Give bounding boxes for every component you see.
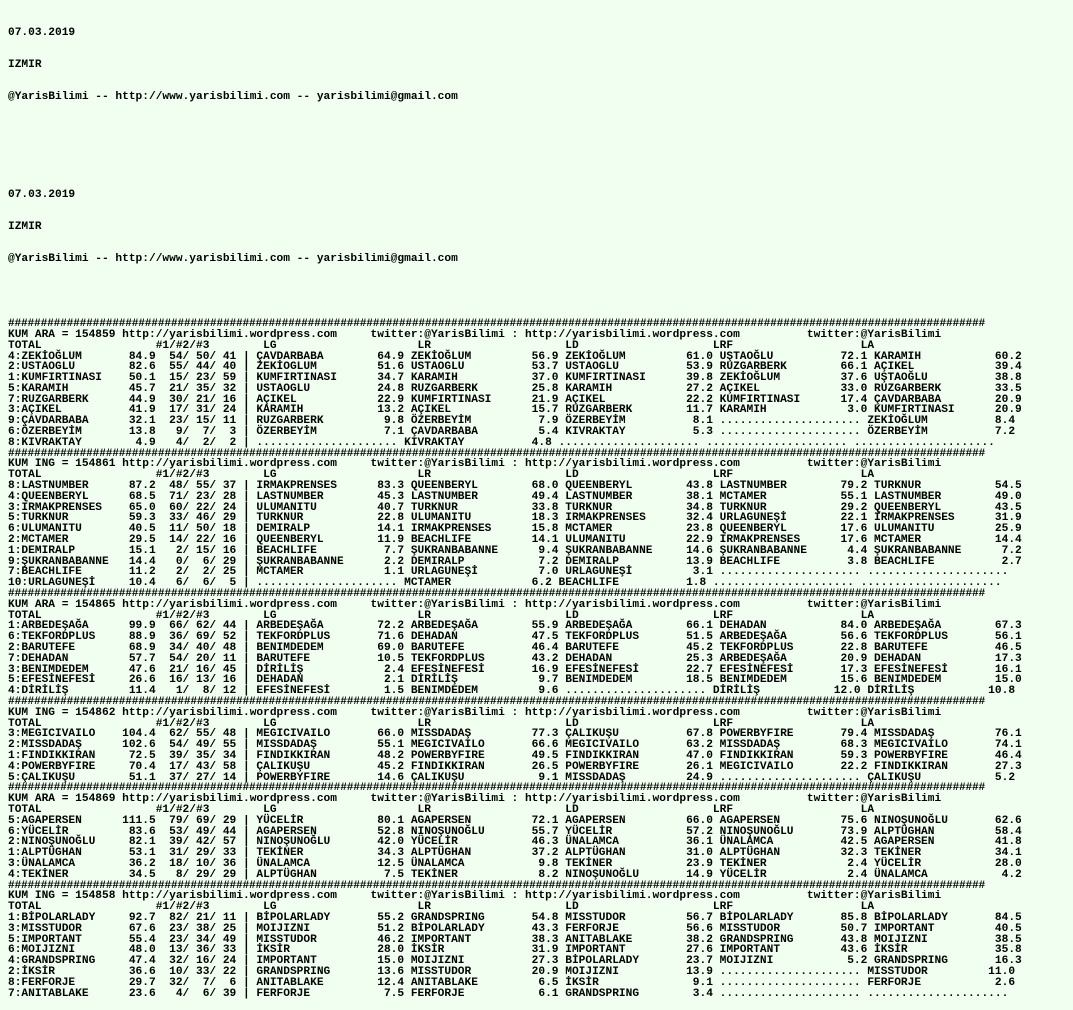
section-column-header: TOTAL #1/#2/#3 LG LR LD LRF LA — [8, 803, 875, 816]
section-column-header: TOTAL #1/#2/#3 LG LR LD LRF LA — [8, 339, 875, 352]
blank-line — [8, 157, 1022, 168]
section-row: 8:KIVRAKTAY 4.9 4/ 2/ 2 | ..................... KIVRAKTAY 4.8 ..................... ..................... ..................... — [8, 436, 995, 449]
section-row: 7:BEACHLIFE 11.2 2/ 2/ 25 | MCTAMER 1.1 URLAGUNEŞİ 7.0 URLAGUNEŞİ 3.1 ..................... ..................... — [8, 566, 1009, 579]
section-row: 2:BARUTEFE 68.9 34/ 40/ 48 | BENIMDEDEM 69.0 BARUTEFE 46.4 BARUTEFE 45.2 TEKFORDPLUS 22.8 BARUTEFE 46.5 — [8, 642, 1022, 655]
section-column-header: TOTAL #1/#2/#3 LG LR LD LRF LA — [8, 717, 875, 730]
section-row: 5:EFESİNEFESİ 26.6 16/ 13/ 16 | DEHADAN 2.1 DİRİLİŞ 9.7 BENIMDEDEM 18.5 BENIMDEDEM 15.6 BENIMDEDEM 15.0 — [8, 674, 1022, 687]
race-section — [8, 589, 1022, 697]
section-separator: ###################################################################################################################################################### — [8, 696, 986, 708]
section-row: 2:NINOŞUNOĞLU 82.1 39/ 42/ 57 | NINOŞUNOĞLU 42.0 YÜCELİR 46.3 ÜNALAMCA 36.1 ÜNALAMCA 42.5 AGAPERSEN 41.8 — [8, 836, 1022, 849]
section-separator: ###################################################################################################################################################### — [8, 782, 986, 795]
section-row: 6:YÜCELİR 83.6 53/ 49/ 44 | AGAPERSEN 52.8 NINOŞUNOĞLU 55.7 YÜCELİR 57.2 NINOŞUNOĞLU 73.9 ALPTÜGHAN 58.4 — [8, 825, 1022, 838]
section-row: 6:ULUMANITU 40.5 11/ 50/ 18 | DEMIRALP 14.1 IRMAKPRENSES 15.8 MCTAMER 23.8 QUEENBERYL 17.6 ULUMANITU 25.9 — [8, 523, 1022, 536]
blank-line — [8, 125, 1022, 136]
section-row: 9:ŞUKRANBABANNE 14.4 0/ 6/ 29 | ŞUKRANBABANNE 2.2 DEMIRALP 7.2 DEMIRALP 13.9 BEACHLIFE 3.8 BEACHLIFE 2.7 — [8, 555, 1022, 568]
section-row: 4:TEKİNER 34.5 8/ 29/ 29 | ALPTÜGHAN 7.5 TEKİNER 8.2 NINOŞUNOĞLU 14.9 YÜCELİR 2.4 ÜNALAMCA 4.2 — [8, 868, 1022, 881]
section-row: 4:QUEENBERYL 68.5 71/ 23/ 28 | LASTNUMBER 45.3 LASTNUMBER 49.4 LASTNUMBER 38.1 MCTAMER 55.1 LASTNUMBER 49.0 — [8, 490, 1022, 503]
section-row: 9:ÇAVDARBABA 32.1 23/ 15/ 11 | RUZGARBERK 9.8 ÖZERBEYİM 7.9 ÖZERBEYİM 8.1 ..................... ZEKİOĞLUM 8.4 — [8, 415, 1016, 428]
report-contact: @YarisBilimi -- http://www.yarisbilimi.com -- yarisbilimi@gmail.com — [8, 91, 458, 104]
section-row: 5:AGAPERSEN 111.5 79/ 69/ 29 | YÜCELİR 80.1 AGAPERSEN 72.1 AGAPERSEN 66.0 AGAPERSEN 75.6 NINOŞUNOĞLU 62.6 — [8, 814, 1022, 827]
section-separator: ###################################################################################################################################################### — [8, 318, 986, 331]
section-row: 3:ÜNALAMCA 36.2 18/ 10/ 36 | ÜNALAMCA 12.5 ÜNALAMCA 9.8 TEKİNER 23.9 TEKİNER 2.4 YÜCELİR 28.0 — [8, 857, 1022, 870]
report-contact-repeat: @YarisBilimi -- http://www.yarisbilimi.com -- yarisbilimi@gmail.com — [8, 253, 458, 266]
section-row: 4:DİRİLİŞ 11.4 1/ 8/ 12 | EFESİNEFESİ 1.5 BENIMDEDEM 9.6 ..................... DİRİLİŞ 12.0 DİRİLİŞ 10.8 — [8, 685, 1016, 698]
section-row: 4:GRANDSPRING 47.4 32/ 16/ 24 | IMPORTANT 15.0 MOIJIZNI 27.3 BİPOLARLADY 23.7 MOIJIZNI 5.2 GRANDSPRING 16.3 — [8, 955, 1022, 968]
race-report-document — [8, 6, 1022, 1010]
section-column-header: TOTAL #1/#2/#3 LG LR LD LRF LA — [8, 469, 875, 482]
section-row: 3:MISSTUDOR 67.6 23/ 38/ 25 | MOIJIZNI 51.2 BİPOLARLADY 43.3 FERFORJE 56.6 MISSTUDOR 50.7 IMPORTANT 40.5 — [8, 922, 1022, 935]
section-column-header: TOTAL #1/#2/#3 LG LR LD LRF LA — [8, 901, 875, 914]
section-separator: ###################################################################################################################################################### — [8, 447, 986, 460]
section-title: KUM ARA = 154865 http://yarisbilimi.wordpress.com twitter:@YarisBilimi : http://yarisbilimi.wordpress.com twitter:@YarisBilimi — [8, 598, 942, 611]
section-row: 10:URLAGUNEŞİ 10.4 6/ 6/ 5 | ..................... MCTAMER 6.2 BEACHLIFE 1.8 ..................... ..................... — [8, 577, 1002, 590]
section-row: 2:İKSİR 36.6 10/ 33/ 22 | GRANDSPRING 13.6 MISSTUDOR 20.9 MOIJIZNI 13.9 ..................... MISSTUDOR 11.0 — [8, 965, 1016, 978]
section-row: 6:MOIJIZNI 48.0 13/ 36/ 33 | İKSİR 28.0 İKSİR 31.9 IMPORTANT 27.6 IMPORTANT 43.6 İKSİR 35.8 — [8, 944, 1022, 957]
section-row: 3:BENIMDEDEM 47.6 21/ 16/ 45 | DİRİLİŞ 2.4 EFESİNEFESİ 16.9 EFESİNEFESİ 22.7 EFESİNEFESİ 17.3 EFESİNEFESİ 16.1 — [8, 663, 1022, 676]
section-row: 7:ANITABLAKE 23.6 4/ 6/ 39 | FERFORJE 7.5 FERFORJE 6.1 GRANDSPRING 3.4 ..................... ..................... — [8, 987, 1009, 1000]
section-row: 3:IRMAKPRENSES 65.0 60/ 22/ 24 | ULUMANITU 40.7 TURKNUR 33.8 TURKNUR 34.8 TURKNUR 29.2 QUEENBERYL 43.5 — [8, 501, 1022, 514]
section-row: 3:AÇIKEL 41.9 17/ 31/ 24 | KARAMIH 13.2 AÇIKEL 15.7 RUZGARBERK 11.7 KARAMIH 3.0 KUMFIRTINASI 20.9 — [8, 404, 1022, 417]
race-section — [8, 783, 1022, 880]
section-row: 5:KARAMIH 45.7 21/ 35/ 32 | USTAOGLU 24.8 RUZGARBERK 25.8 KARAMIH 27.2 AÇIKEL 33.0 RUZGARBERK 33.5 — [8, 382, 1022, 395]
report-city-repeat: IZMIR — [8, 220, 42, 233]
race-section — [8, 319, 1022, 449]
section-row: 1:ALPTÜGHAN 53.1 31/ 29/ 33 | TEKİNER 34.3 ALPTÜGHAN 37.2 ALPTÜGHAN 31.0 ALPTÜGHAN 32.3 TEKİNER 34.1 — [8, 847, 1022, 860]
section-row: 5:TURKNUR 59.3 33/ 46/ 29 | TURKNUR 22.8 ULUMANITU 18.3 IRMAKPRENSES 32.4 URLAGUNEŞİ 22.1 IRMAKPRENSES 31.9 — [8, 512, 1022, 525]
report-city: IZMIR — [8, 58, 42, 71]
section-row: 7:DEHADAN 57.7 54/ 20/ 11 | BARUTEFE 10.5 TEKFORDPLUS 43.2 DEHADAN 25.3 ARBEDEŞAĞA 20.9 DEHADAN 17.3 — [8, 652, 1022, 665]
section-row: 5:ÇALIKUŞU 51.1 37/ 27/ 14 | POWERBYFIRE 14.6 ÇALIKUŞU 9.1 MISSDADAŞ 24.9 ..................... ÇALIKUŞU 5.2 — [8, 771, 1016, 784]
report-date: 07.03.2019 — [8, 26, 76, 39]
section-row: 1:ARBEDEŞAĞA 99.9 66/ 62/ 44 | ARBEDEŞAĞA 72.2 ARBEDEŞAĞA 55.9 ARBEDEŞAĞA 66.1 DEHADAN 84.0 ARBEDEŞAĞA 67.3 — [8, 620, 1022, 633]
blank-line — [8, 287, 1022, 298]
section-row: 4:ZEKİOĞLUM 84.9 54/ 50/ 41 | ÇAVDARBABA 64.9 ZEKİOĞLUM 56.9 ZEKİOĞLUM 61.0 UŞTAOĞLU 72.1 KARAMIH 60.2 — [8, 350, 1022, 363]
section-row: 2:MISSDADAŞ 102.6 54/ 49/ 55 | MISSDADAŞ 55.1 MEGICIVAILO 66.6 MEGICIVAILO 63.2 MISSDADAŞ 68.3 MEGICIVAILO 74.1 — [8, 739, 1022, 752]
section-title: KUM ING = 154861 http://yarisbilimi.wordpress.com twitter:@YarisBilimi : http://yarisbilimi.wordpress.com twitter:@YarisBilimi — [8, 458, 942, 471]
race-section — [8, 449, 1022, 589]
section-row: 8:LASTNUMBER 87.2 48/ 55/ 37 | IRMAKPRENSES 83.3 QUEENBERYL 68.0 QUEENBERYL 43.8 LASTNUMBER 79.2 TURKNUR 54.5 — [8, 480, 1022, 493]
section-title: KUM ARA = 154869 http://yarisbilimi.wordpress.com twitter:@YarisBilimi : http://yarisbilimi.wordpress.com twitter:@YarisBilimi — [8, 793, 942, 806]
race-section — [8, 697, 1022, 783]
section-title: KUM ARA = 154859 http://yarisbilimi.wordpress.com twitter:@YarisBilimi : http://yarisbilimi.wordpress.com twitter:@YarisBilimi — [8, 328, 942, 341]
section-column-header: TOTAL #1/#2/#3 LG LR LD LRF LA — [8, 609, 875, 622]
race-sections — [8, 319, 1022, 999]
section-row: 2:USTAOGLU 82.6 55/ 44/ 40 | ZEKİOGLUM 51.6 USTAOGLU 53.7 USTAOGLU 53.9 RUZGARBERK 66.1 AÇIKEL 39.4 — [8, 361, 1022, 374]
section-row: 1:BİPOLARLADY 92.7 82/ 21/ 11 | BİPOLARLADY 55.2 GRANDSPRING 54.8 MISSTUDOR 56.7 BİPOLARLADY 85.8 BİPOLARLADY 84.5 — [8, 911, 1022, 924]
section-separator: ###################################################################################################################################################### — [8, 588, 986, 601]
section-title: KUM ING = 154862 http://yarisbilimi.wordpress.com twitter:@YarisBilimi : http://yarisbilimi.wordpress.com twitter:@YarisBilimi — [8, 706, 942, 719]
section-title: KUM ING = 154858 http://yarisbilimi.wordpress.com twitter:@YarisBilimi : http://yarisbilimi.wordpress.com twitter:@YarisBilimi — [8, 890, 942, 903]
section-row: 6:TEKFORDPLUS 88.9 36/ 69/ 52 | TEKFORDPLUS 71.6 DEHADAN 47.5 TEKFORDPLUS 51.5 ARBEDEŞAĞA 56.6 TEKFORDPLUS 56.1 — [8, 631, 1022, 644]
section-row: 3:MEGICIVAILO 104.4 62/ 55/ 48 | MEGICIVAILO 66.0 MISSDADAŞ 77.3 ÇALIKUŞU 67.8 POWERBYFIRE 79.4 MISSDADAŞ 76.1 — [8, 728, 1022, 741]
race-section — [8, 881, 1022, 1000]
section-row: 4:POWERBYFIRE 70.4 17/ 43/ 58 | ÇALIKUŞU 45.2 FINDIKKIRAN 26.5 POWERBYFIRE 26.1 MEGICIVAILO 22.2 FINDIKKIRAN 27.3 — [8, 760, 1022, 773]
section-row: 7:RUZGARBERK 44.9 30/ 21/ 16 | AÇIKEL 22.9 KUMFIRTINASI 21.9 AÇIKEL 22.2 KUMFIRTINASI 17.4 ÇAVDARBABA 20.9 — [8, 393, 1022, 406]
section-row: 2:MCTAMER 29.5 14/ 22/ 16 | QUEENBERYL 11.9 BEACHLIFE 14.1 ULUMANITU 22.9 IRMAKPRENSES 17.6 MCTAMER 14.4 — [8, 534, 1022, 547]
section-row: 1:FINDIKKIRAN 72.5 39/ 35/ 34 | FINDIKKIRAN 48.2 POWERBYFIRE 49.5 FINDIKKIRAN 47.0 FINDIKKIRAN 59.3 POWERBYFIRE 46.4 — [8, 749, 1022, 762]
section-row: 1:DEMIRALP 15.1 2/ 15/ 16 | BEACHLIFE 7.7 ŞUKRANBABANNE 9.4 ŞUKRANBABANNE 14.6 ŞUKRANBABANNE 4.4 ŞUKRANBABANNE 7.2 — [8, 544, 1022, 557]
report-date-repeat: 07.03.2019 — [8, 188, 76, 201]
section-row: 8:FERFORJE 29.7 32/ 7/ 6 | ANITABLAKE 12.4 ANITABLAKE 6.5 İKSİR 9.1 ..................... FERFORJE 2.6 — [8, 976, 1016, 989]
section-row: 6:ÖZERBEYİM 13.8 9/ 7/ 3 | ÖZERBEYİM 7.1 ÇAVDARBABA 5.4 KIVRAKTAY 5.3 ..................... ÖZERBEYİM 7.2 — [8, 426, 1016, 439]
section-separator: ###################################################################################################################################################### — [8, 879, 986, 892]
section-row: 5:IMPORTANT 55.4 23/ 34/ 49 | MISSTUDOR 46.2 IMPORTANT 38.3 ANITABLAKE 38.2 GRANDSPRING 43.8 MOIJIZNI 38.5 — [8, 933, 1022, 946]
section-row: 1:KUMFIRTINASI 50.1 15/ 23/ 59 | KUMFIRTINASI 34.7 KARAMIH 37.0 KUMFIRTINASI 39.8 ZEKİOĞLUM 37.6 UŞTAOĞLU 38.8 — [8, 372, 1022, 385]
